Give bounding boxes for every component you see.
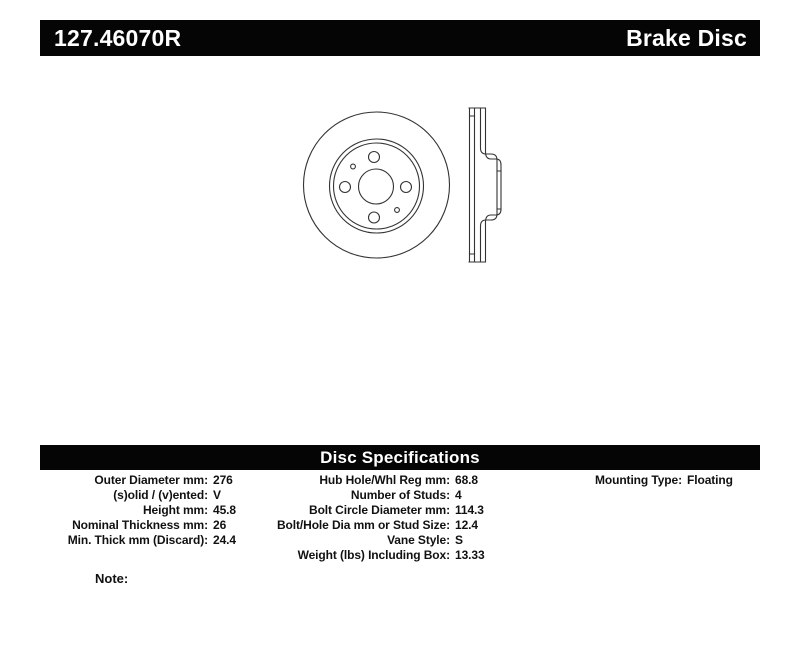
spec-label: Hub Hole/Whl Reg mm: <box>319 473 450 487</box>
hub-ring-outer <box>330 139 424 233</box>
disc-outer-circle <box>304 112 450 258</box>
spec-value: S <box>455 533 463 547</box>
spec-value: 24.4 <box>213 533 236 547</box>
spec-value: 45.8 <box>213 503 236 517</box>
bolt-hole <box>340 182 351 193</box>
header-bar <box>40 20 760 56</box>
technical-drawing <box>285 90 520 275</box>
spec-row-nominal-thickness <box>40 518 236 533</box>
spec-label: Mounting Type: <box>594 473 682 487</box>
spec-label: Bolt/Hole Dia mm or Stud Size: <box>276 518 450 532</box>
balance-hole <box>395 208 400 213</box>
spec-value: 26 <box>213 518 227 532</box>
hub-ring-inner <box>334 143 420 229</box>
spec-row-bolt-circle-diameter <box>260 503 485 518</box>
bolt-hole <box>369 152 380 163</box>
spec-label: Height mm: <box>142 503 208 517</box>
spec-row-weight <box>260 548 485 563</box>
spec-value: 68.8 <box>455 473 478 487</box>
spec-label: Vane Style: <box>387 533 450 547</box>
spec-section-bar <box>40 445 760 470</box>
spec-label: Nominal Thickness mm: <box>72 518 208 532</box>
outer-plate <box>469 108 486 262</box>
spec-row-bolt-hole-dia <box>260 518 485 533</box>
spec-row-solid-vented <box>40 488 236 503</box>
note-label: Note: <box>95 571 129 586</box>
bolt-hole <box>401 182 412 193</box>
spec-label: Min. Thick mm (Discard): <box>67 533 208 547</box>
spec-row-height <box>40 503 236 518</box>
spec-label: Outer Diameter mm: <box>94 473 208 487</box>
cross-section-view <box>469 108 501 262</box>
hat-profile-outer <box>486 108 502 262</box>
spec-column-2 <box>260 473 485 563</box>
center-hole <box>359 169 394 204</box>
spec-section-title: Disc Specifications <box>320 447 480 467</box>
spec-row-mounting-type <box>560 473 733 488</box>
spec-label: (s)olid / (v)ented: <box>113 488 208 502</box>
balance-hole <box>351 164 356 169</box>
spec-value: 276 <box>213 473 233 487</box>
spec-value: 12.4 <box>455 518 478 532</box>
front-view <box>304 112 450 258</box>
spec-value: 4 <box>455 488 462 502</box>
spec-value: Floating <box>687 473 733 487</box>
spec-label: Weight (lbs) Including Box: <box>297 548 450 562</box>
spec-row-hub-hole <box>260 473 485 488</box>
spec-row-vane-style <box>260 533 485 548</box>
spec-column-1 <box>40 473 236 548</box>
product-title: Brake Disc <box>626 24 747 51</box>
spec-row-min-thick <box>40 533 236 548</box>
spec-row-outer-diameter <box>40 473 236 488</box>
spec-value: 114.3 <box>455 503 484 517</box>
hat-profile-inner <box>481 108 498 262</box>
spec-value: V <box>213 488 221 502</box>
spec-column-3 <box>560 473 733 488</box>
spec-label: Number of Studs: <box>350 488 450 502</box>
spec-label: Bolt Circle Diameter mm: <box>309 503 450 517</box>
spec-value: 13.33 <box>455 548 485 562</box>
spec-row-number-of-studs <box>260 488 485 503</box>
bolt-hole <box>369 212 380 223</box>
part-number: 127.46070R <box>54 24 182 51</box>
